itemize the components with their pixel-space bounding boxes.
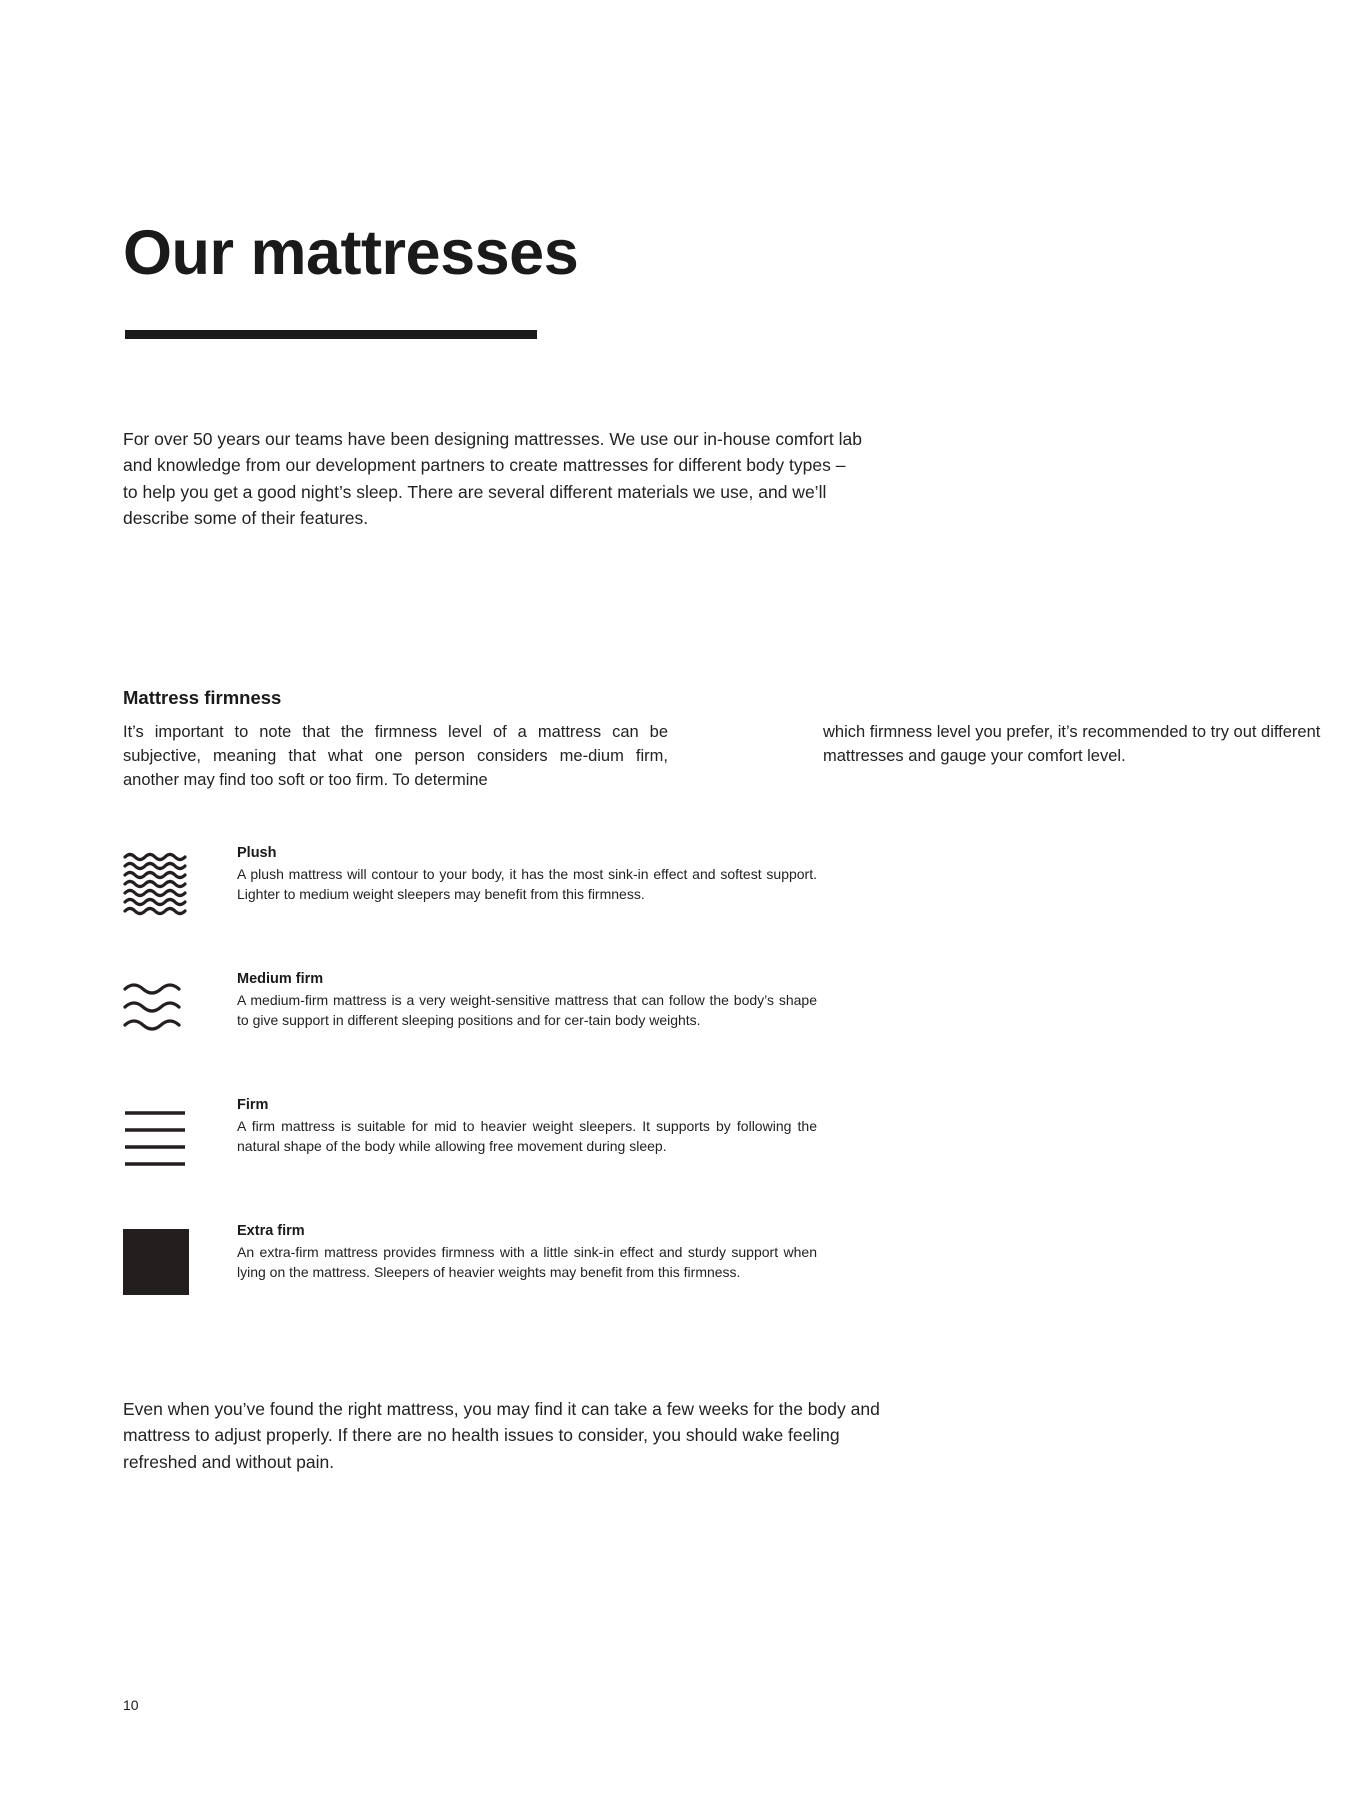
wavy-lines-sparse-icon bbox=[123, 977, 195, 1043]
firmness-intro-column-right: which firmness level you prefer, it’s recommended to try out different mattresses and gauge your comfort level. bbox=[823, 722, 1321, 765]
straight-lines-icon bbox=[123, 1103, 195, 1169]
wavy-lines-dense-icon bbox=[123, 851, 195, 917]
page-title: Our mattresses bbox=[123, 218, 579, 289]
firmness-level-name: Medium firm bbox=[237, 971, 324, 987]
list-item bbox=[123, 845, 843, 949]
firmness-level-description: A medium-firm mattress is a very weight-sensitive mattress that can follow the body’s shape to give support in different sleeping positions and for cer-tain body weights. bbox=[237, 992, 817, 1029]
closing-paragraph: Even when you’ve found the right mattress, you may find it can take a few weeks for the body and mattress to adjust properly. If there are no health issues to consider, you should wake feeling refreshed and without pain. bbox=[123, 1398, 880, 1472]
solid-block-icon bbox=[123, 1229, 195, 1295]
firmness-text-block bbox=[237, 845, 843, 905]
firmness-level-name: Extra firm bbox=[237, 1223, 305, 1239]
firmness-level-description: A plush mattress will contour to your body, it has the most sink-in effect and softest support. Lighter to medium weight sleepers may benefit from this firmness. bbox=[237, 866, 817, 903]
firmness-level-name: Plush bbox=[237, 845, 277, 861]
solid-block-shape bbox=[123, 1229, 189, 1295]
page-number: 10 bbox=[123, 1697, 139, 1713]
firmness-level-description: An extra-firm mattress provides firmness with a little sink-in effect and sturdy support when lying on the mattress. Sleepers of heavier weights may benefit from this firmness. bbox=[237, 1244, 817, 1281]
firmness-text-block bbox=[237, 971, 843, 1031]
list-item bbox=[123, 971, 843, 1075]
title-divider bbox=[125, 330, 537, 339]
firmness-intro-column-left: It’s important to note that the firmness level of a mattress can be subjective, meaning that what one person considers me-dium firm, another may find too soft or too firm. To determine bbox=[123, 722, 668, 789]
firmness-text-block bbox=[237, 1097, 843, 1157]
list-item bbox=[123, 1223, 843, 1327]
firmness-level-name: Firm bbox=[237, 1097, 269, 1113]
list-item bbox=[123, 1097, 843, 1201]
intro-paragraph: For over 50 years our teams have been designing mattresses. We use our in-house comfort lab and knowledge from our development partners to create mattresses for different body types – to help you get a good night’s sleep. There are several different materials we use, and we’ll describe some of their features. bbox=[123, 428, 862, 529]
firmness-level-list bbox=[123, 845, 843, 1349]
firmness-text-block bbox=[237, 1223, 843, 1283]
firmness-level-description: A firm mattress is suitable for mid to heavier weight sleepers. It supports by following the natural shape of the body while allowing free movement during sleep. bbox=[237, 1118, 817, 1155]
section-heading-mattress-firmness: Mattress firmness bbox=[123, 687, 282, 709]
